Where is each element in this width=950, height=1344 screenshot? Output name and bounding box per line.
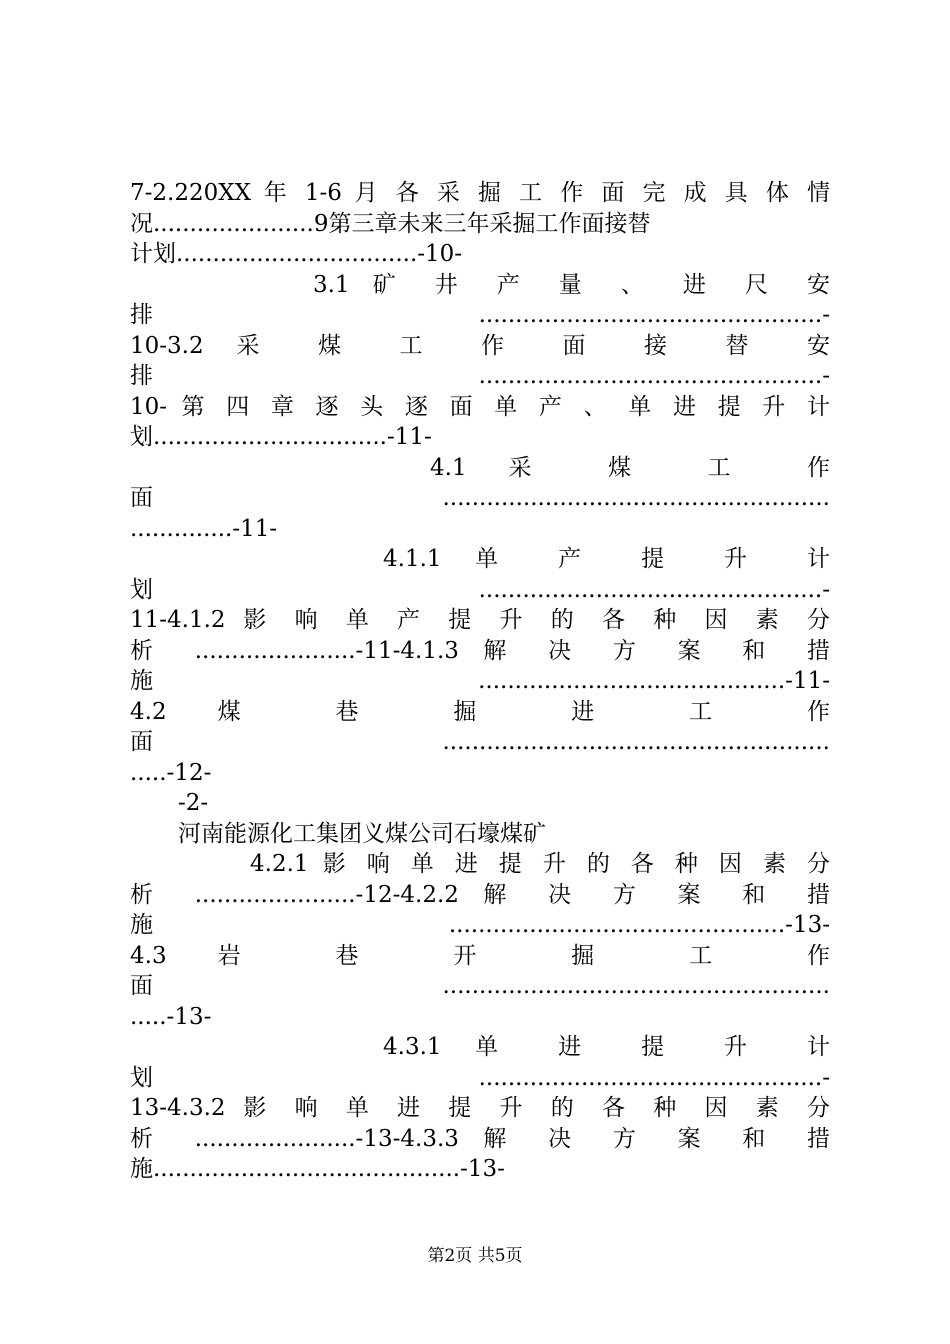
toc-line: 析 ......................-13-4.3.3 解 决 方 案 和 措: [130, 1126, 830, 1152]
toc-line: 7-2.220XX 年 1-6 月 各 采 掘 工 作 面 完 成 具 体 情: [130, 180, 830, 206]
toc-line: 3.1 矿 井 产 量 、 进 尺 安: [313, 272, 830, 298]
toc-line: 划 ...............................................-: [130, 1065, 830, 1091]
toc-line: .....-12-: [130, 760, 212, 786]
toc-line: 计划.................................-10-: [130, 241, 463, 267]
toc-line: 10- 第 四 章 逐 头 逐 面 单 产 、 单 进 提 升 计: [130, 394, 830, 420]
toc-line: 4.3.1 单 进 提 升 计: [383, 1034, 830, 1060]
toc-line: 面.....................................................: [130, 729, 830, 755]
toc-line: 划................................-11-: [130, 424, 432, 450]
toc-line: 排 ...............................................-: [130, 363, 830, 389]
toc-line: 4.1 采 煤 工 作: [430, 455, 830, 481]
toc-line: 析 ......................-12-4.2.2 解 决 方 案 和 措: [130, 882, 830, 908]
toc-line: 13-4.3.2 影 响 单 进 提 升 的 各 种 因 素 分: [130, 1095, 830, 1121]
page-footer: 第2页 共5页: [427, 1246, 523, 1266]
toc-line: 划 ...............................................-: [130, 577, 830, 603]
toc-line: 4.3 岩 巷 开 掘 工 作: [130, 943, 830, 969]
toc-line: 施 ..............................................-13-: [130, 912, 830, 938]
toc-line: 施..........................................-13-: [130, 1156, 505, 1182]
toc-line: 析 ......................-11-4.1.3 解 决 方 案 和 措: [130, 638, 830, 664]
toc-line: 10-3.2 采 煤 工 作 面 接 替 安: [130, 333, 830, 359]
toc-line: 面.....................................................: [130, 973, 830, 999]
toc-line: 4.2 煤 巷 掘 进 工 作: [130, 699, 830, 725]
page-header-text: 河南能源化工集团义煤公司石壕煤矿: [178, 821, 546, 847]
toc-line: 4.2.1 影 响 单 进 提 升 的 各 种 因 素 分: [250, 851, 830, 877]
inline-page-number: -2-: [178, 790, 209, 816]
toc-line: 排 ...............................................-: [130, 302, 830, 328]
toc-line: .....-13-: [130, 1004, 212, 1030]
toc-line: ..............-11-: [130, 516, 278, 542]
toc-line: 11-4.1.2 影 响 单 产 提 升 的 各 种 因 素 分: [130, 607, 830, 633]
toc-line: 面.....................................................: [130, 485, 830, 511]
toc-line: 施 ..........................................-11-: [130, 668, 830, 694]
toc-line: 4.1.1 单 产 提 升 计: [383, 546, 830, 572]
toc-line: 况......................9第三章未来三年采掘工作面接替: [130, 211, 651, 237]
